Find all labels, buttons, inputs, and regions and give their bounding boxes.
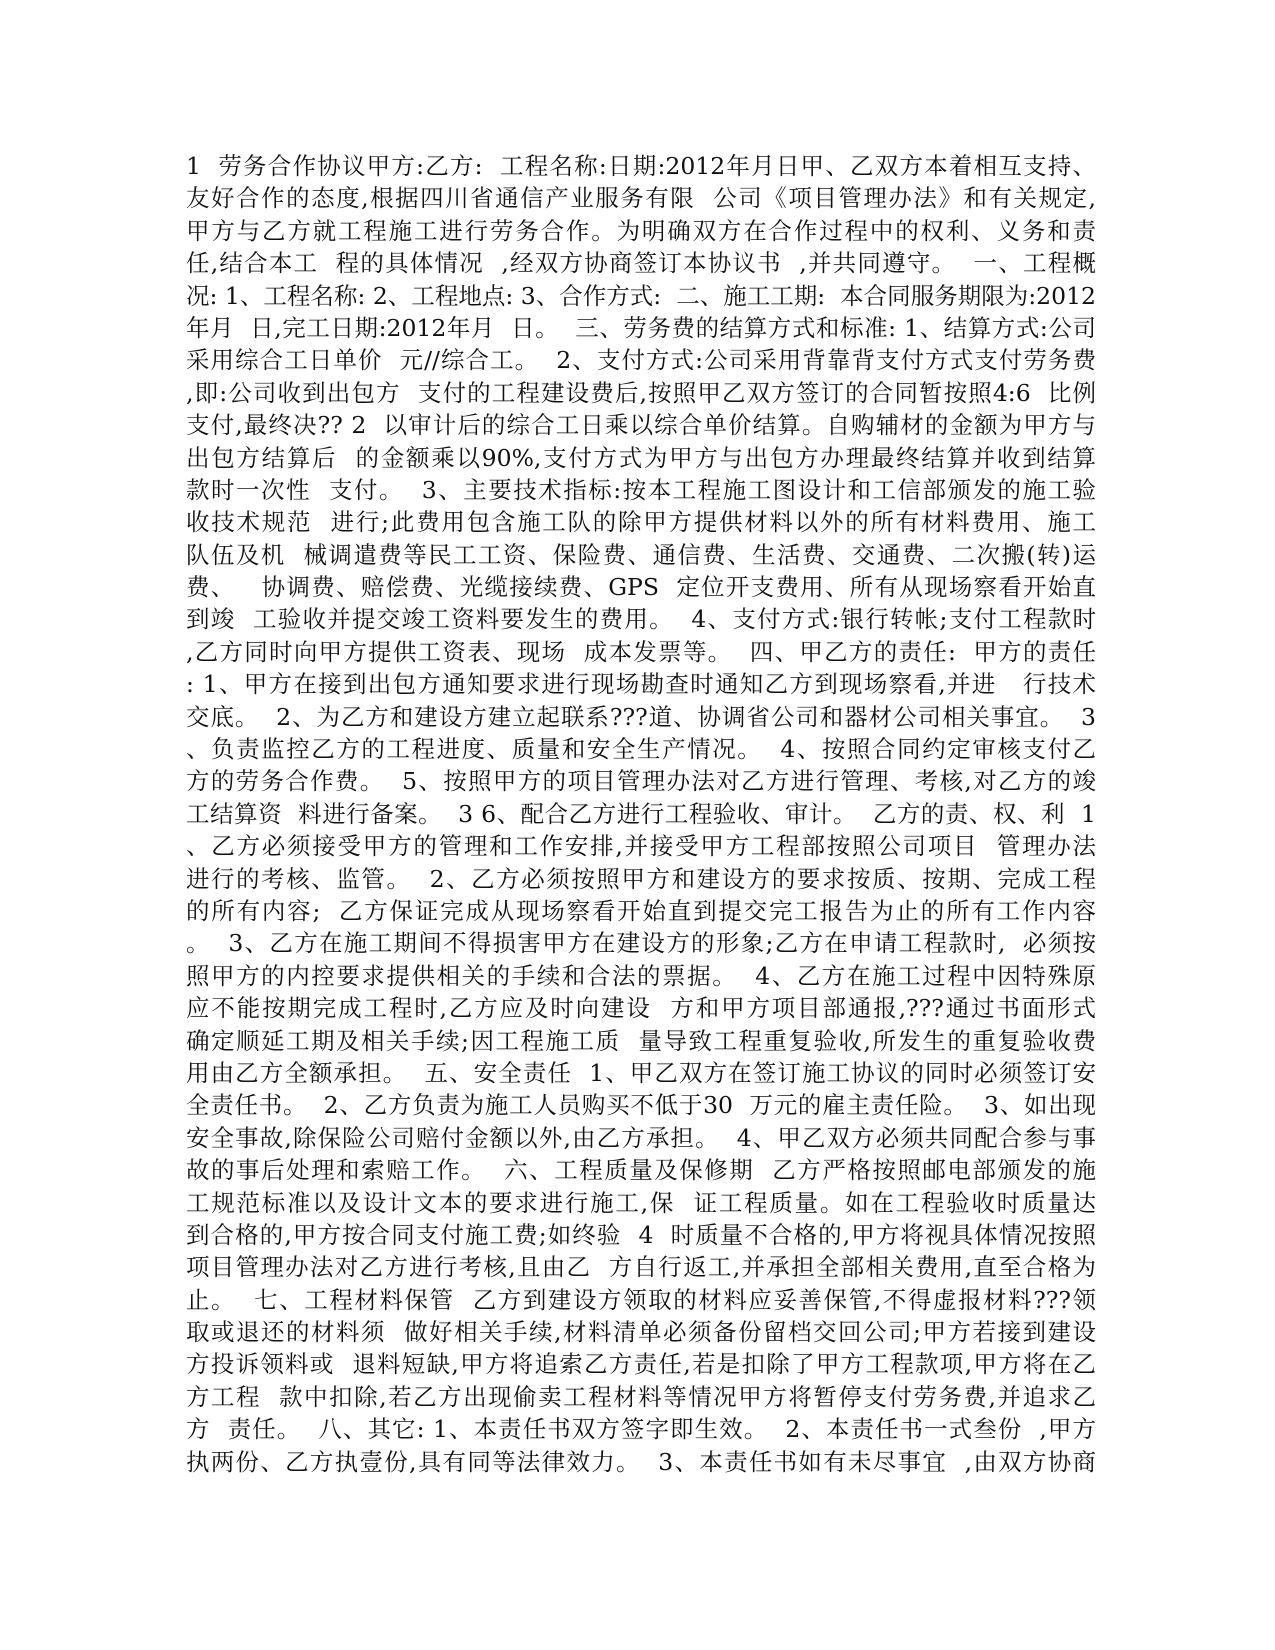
text-line: 到合格的,甲方按合同支付施工费;如终验 4 时质量不合格的,甲方将视具体情况按照 [186,1220,1096,1249]
text-line: 应不能按期完成工程时,乙方应及时向建设 方和甲方项目部通报,???通过书面形式 [186,994,1096,1023]
text-line: 友好合作的态度,根据四川省通信产业服务有限 公司《项目管理办法》和有关规定, [186,184,1096,213]
text-line: 。 3、乙方在施工期间不得损害甲方在建设方的形象;乙方在申请工程款时, 必须按 [186,929,1096,958]
text-line: 用由乙方全额承担。 五、安全责任 1、甲乙双方在签订施工协议的同时必须签订安 [186,1058,1096,1087]
text-line: 的所有内容; 乙方保证完成从现场察看开始直到提交完工报告为止的所有工作内容 [186,896,1096,925]
text-line: 取或退还的材料须 做好相关手续,材料清单必须备份留档交回公司;甲方若接到建设 [186,1318,1096,1347]
text-line: 甲方与乙方就工程施工进行劳务合作。为明确双方在合作过程中的权利、义务和责 [186,216,1096,245]
text-line: 队伍及机 械调遣费等民工工资、保险费、通信费、生活费、交通费、二次搬(转)运 [186,540,1096,569]
text-line: 款时一次性 支付。 3、主要技术指标:按本工程施工图设计和工信部颁发的施工验 [186,475,1096,504]
text-line: 、负责监控乙方的工程进度、质量和安全生产情况。 4、按照合同约定审核支付乙 [186,735,1096,764]
text-line: 全责任书。 2、乙方负责为施工人员购买不低于30 万元的雇主责任险。 3、如出现 [186,1091,1096,1120]
agreement-body-text [186,150,1096,1478]
text-line: 到竣 工验收并提交竣工资料要发生的费用。 4、支付方式:银行转帐;支付工程款时 [186,605,1096,634]
text-line: 工结算资 料进行备案。 3 6、配合乙方进行工程验收、审计。 乙方的责、权、利 1 [186,799,1096,828]
text-line: 安全事故,除保险公司赔付金额以外,由乙方承担。 4、甲乙双方必须共同配合参与事 [186,1123,1096,1152]
text-line: 交底。 2、为乙方和建设方建立起联系???道、协调省公司和器材公司相关事宜。 3 [186,702,1096,731]
text-line: 方 责任。 八、其它: 1、本责任书双方签字即生效。 2、本责任书一式叁份 ,甲方 [186,1415,1096,1444]
text-line: 方的劳务合作费。 5、按照甲方的项目管理办法对乙方进行管理、考核,对乙方的竣 [186,767,1096,796]
text-line: 收技术规范 进行;此费用包含施工队的除甲方提供材料以外的所有材料费用、施工 [186,508,1096,537]
text-line: 项目管理办法对乙方进行考核,且由乙 方自行返工,并承担全部相关费用,直至合格为 [186,1253,1096,1282]
text-line: : 1、甲方在接到出包方通知要求进行现场勘查时通知乙方到现场察看,并进 行技术 [186,670,1096,699]
text-line: 故的事后处理和索赔工作。 六、工程质量及保修期 乙方严格按照邮电部颁发的施 [186,1156,1096,1185]
text-line: 支付,最终决?? 2 以审计后的综合工日乘以综合单价结算。自购辅材的金额为甲方与 [186,411,1096,440]
text-line: ,即:公司收到出包方 支付的工程建设费后,按照甲乙双方签订的合同暂按照4:6 比例 [186,378,1096,407]
text-line: 况: 1、工程名称: 2、工程地点: 3、合作方式: 二、施工工期: 本合同服务期限为:2012 [186,281,1096,310]
text-line: ,乙方同时向甲方提供工资表、现场 成本发票等。 四、甲乙方的责任: 甲方的责任 [186,637,1096,666]
text-line: 采用综合工日单价 元//综合工。 2、支付方式:公司采用背靠背支付方式支付劳务费 [186,346,1096,375]
text-line: 执两份、乙方执壹份,具有同等法律效力。 3、本责任书如有未尽事宜 ,由双方协商 [186,1447,1096,1476]
text-line: 年月 日,完工日期:2012年月 日。 三、劳务费的结算方式和标准: 1、结算方式:公司 [186,313,1096,342]
text-line: 任,结合本工 程的具体情况 ,经双方协商签订本协议书 ,并共同遵守。 一、工程概 [186,249,1096,278]
text-line: 照甲方的内控要求提供相关的手续和合法的票据。 4、乙方在施工过程中因特殊原 [186,961,1096,990]
text-line: 方投诉领料或 退料短缺,甲方将追索乙方责任,若是扣除了甲方工程款项,甲方将在乙 [186,1350,1096,1379]
text-line: 出包方结算后 的金额乘以90%,支付方式为甲方与出包方办理最终结算并收到结算 [186,443,1096,472]
text-line: 费、 协调费、赔偿费、光缆接续费、GPS 定位开支费用、所有从现场察看开始直 [186,573,1096,602]
text-line: 进行的考核、监管。 2、乙方必须按照甲方和建设方的要求按质、按期、完成工程 [186,864,1096,893]
text-line: 确定顺延工期及相关手续;因工程施工质 量导致工程重复验收,所发生的重复验收费 [186,1026,1096,1055]
text-line: 1 劳务合作协议甲方:乙方: 工程名称:日期:2012年月日甲、乙双方本着相互支持、 [186,152,1096,180]
text-line: 、乙方必须接受甲方的管理和工作安排,并接受甲方工程部按照公司项目 管理办法 [186,832,1096,861]
text-line: 工规范标准以及设计文本的要求进行施工,保 证工程质量。如在工程验收时质量达 [186,1188,1096,1217]
text-line: 方工程 款中扣除,若乙方出现偷卖工程材料等情况甲方将暂停支付劳务费,并追求乙 [186,1382,1096,1411]
text-line: 止。 七、工程材料保管 乙方到建设方领取的材料应妥善保管,不得虚报材料???领 [186,1285,1096,1314]
